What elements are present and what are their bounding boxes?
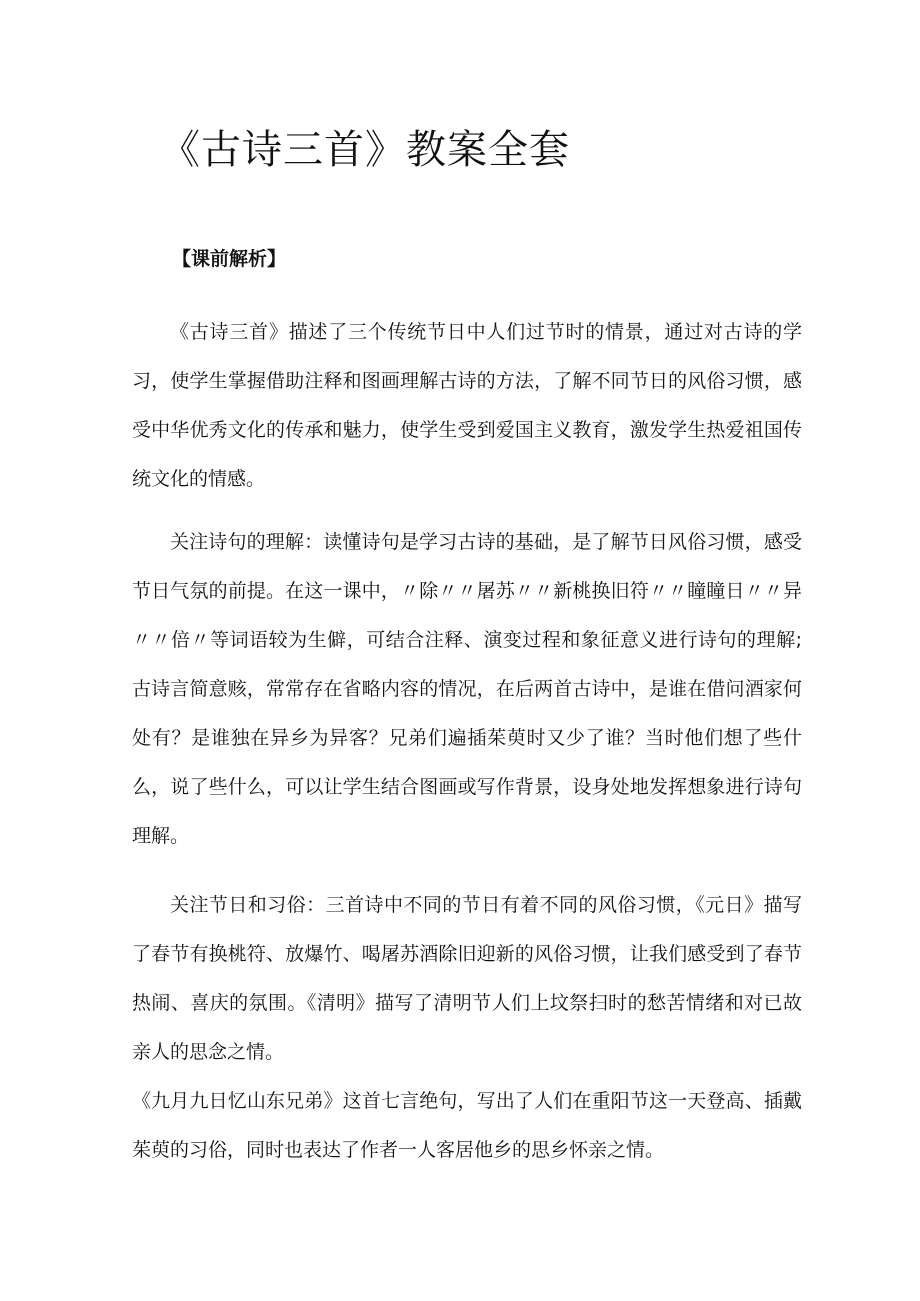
paragraph-intro: 《古诗三首》描述了三个传统节日中人们过节时的情景，通过对古诗的学习，使学生掌握借助注释和图画理解古诗的方法，了解不同节日的风俗习惯，感受中华优秀文化的传承和魅力，使学生受到爱国主义教育，激发学生热爱祖国传统文化的情感。 bbox=[132, 321, 802, 490]
paragraph-double-ninth: 《九月九日忆山东兄弟》这首七言绝句，写出了人们在重阳节这一天登高、插戴茱萸的习俗，同时也表达了作者一人客居他乡的思乡怀亲之情。 bbox=[132, 1090, 802, 1161]
document-title: 《古诗三首》教案全套 bbox=[160, 127, 570, 173]
paragraph-festival-customs: 关注节日和习俗：三首诗中不同的节日有着不同的风俗习惯，《元日》描写了春节有换桃符、放爆竹、喝屠苏酒除旧迎新的风俗习惯，让我们感受到了春节热闹、喜庆的氛围。《清明》描写了清明节人们上坟祭扫时的愁苦情绪和对已故亲人的思念之情。 bbox=[132, 894, 802, 1063]
section-heading: 【课前解析】 bbox=[172, 248, 287, 270]
paragraph-poem-understanding: 关注诗句的理解：读懂诗句是学习古诗的基础，是了解节日风俗习惯，感受节日气氛的前提。在这一课中，〃除〃〃屠苏〃〃新桃换旧符〃〃瞳瞳日〃〃异〃〃倍〃等词语较为生僻，可结合注释、演变过程和象征意义进行诗句的理解;古诗言简意赅，常常存在省略内容的情况，在后两首古诗中，是谁在借问酒家何处有？是谁独在异乡为异客？兄弟们遍插茱萸时又少了谁？当时他们想了些什么，说了些什么，可以让学生结合图画或写作背景，设身处地发挥想象进行诗句理解。 bbox=[132, 531, 802, 847]
